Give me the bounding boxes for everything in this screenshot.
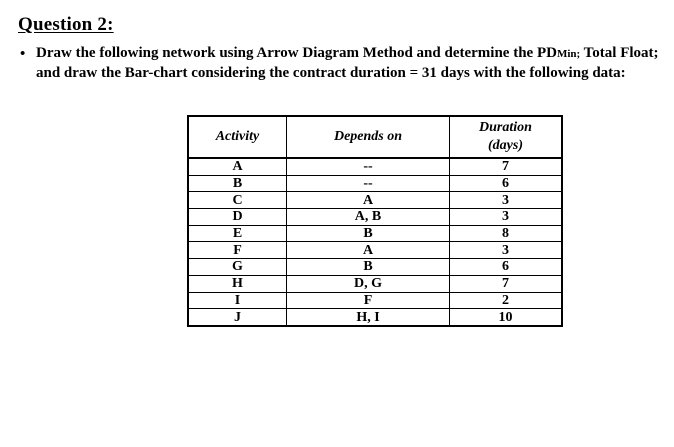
cell-depends-on: -- — [287, 158, 450, 175]
cell-duration: 3 — [450, 242, 563, 259]
activity-table — [187, 115, 563, 327]
question-title: Question 2: — [18, 14, 114, 35]
cell-depends-on: -- — [287, 175, 450, 192]
table-row — [188, 259, 562, 276]
header-activity: Activity — [188, 116, 287, 158]
cell-depends-on: D, G — [287, 275, 450, 292]
instruction-part2: Total Float; and draw the Bar-chart considering the contract duration = 31 days with the following data: — [36, 45, 659, 81]
header-duration-line2: (days) — [488, 138, 523, 153]
table-body — [188, 158, 562, 326]
header-depends-on: Depends on — [287, 116, 450, 158]
cell-duration: 7 — [450, 158, 563, 175]
cell-depends-on: A — [287, 192, 450, 209]
bullet-icon: • — [20, 46, 26, 62]
cell-activity: F — [188, 242, 287, 259]
cell-duration: 6 — [450, 259, 563, 276]
cell-activity: G — [188, 259, 287, 276]
cell-duration: 8 — [450, 225, 563, 242]
cell-activity: C — [188, 192, 287, 209]
cell-duration: 6 — [450, 175, 563, 192]
table-row — [188, 158, 562, 175]
header-duration-line1: Duration — [479, 120, 532, 135]
table-row — [188, 309, 562, 326]
cell-depends-on: H, I — [287, 309, 450, 326]
cell-activity: D — [188, 209, 287, 226]
table-row — [188, 225, 562, 242]
cell-duration: 10 — [450, 309, 563, 326]
instruction-text — [36, 44, 668, 83]
table-row — [188, 275, 562, 292]
cell-duration: 2 — [450, 292, 563, 309]
cell-depends-on: A, B — [287, 209, 450, 226]
cell-activity: H — [188, 275, 287, 292]
cell-duration: 7 — [450, 275, 563, 292]
table-row — [188, 192, 562, 209]
cell-depends-on: A — [287, 242, 450, 259]
table-row — [188, 175, 562, 192]
cell-depends-on: B — [287, 259, 450, 276]
instruction-subscript: Min; — [556, 48, 581, 60]
table-row — [188, 292, 562, 309]
cell-activity: B — [188, 175, 287, 192]
cell-activity: I — [188, 292, 287, 309]
cell-duration: 3 — [450, 209, 563, 226]
table-header-row — [188, 116, 562, 158]
table-row — [188, 209, 562, 226]
cell-depends-on: F — [287, 292, 450, 309]
table-row — [188, 242, 562, 259]
header-duration — [450, 116, 563, 158]
cell-activity: J — [188, 309, 287, 326]
cell-activity: E — [188, 225, 287, 242]
cell-activity: A — [188, 158, 287, 175]
instruction-part1: Draw the following network using Arrow Diagram Method and determine the PD — [36, 45, 557, 61]
cell-depends-on: B — [287, 225, 450, 242]
cell-duration: 3 — [450, 192, 563, 209]
